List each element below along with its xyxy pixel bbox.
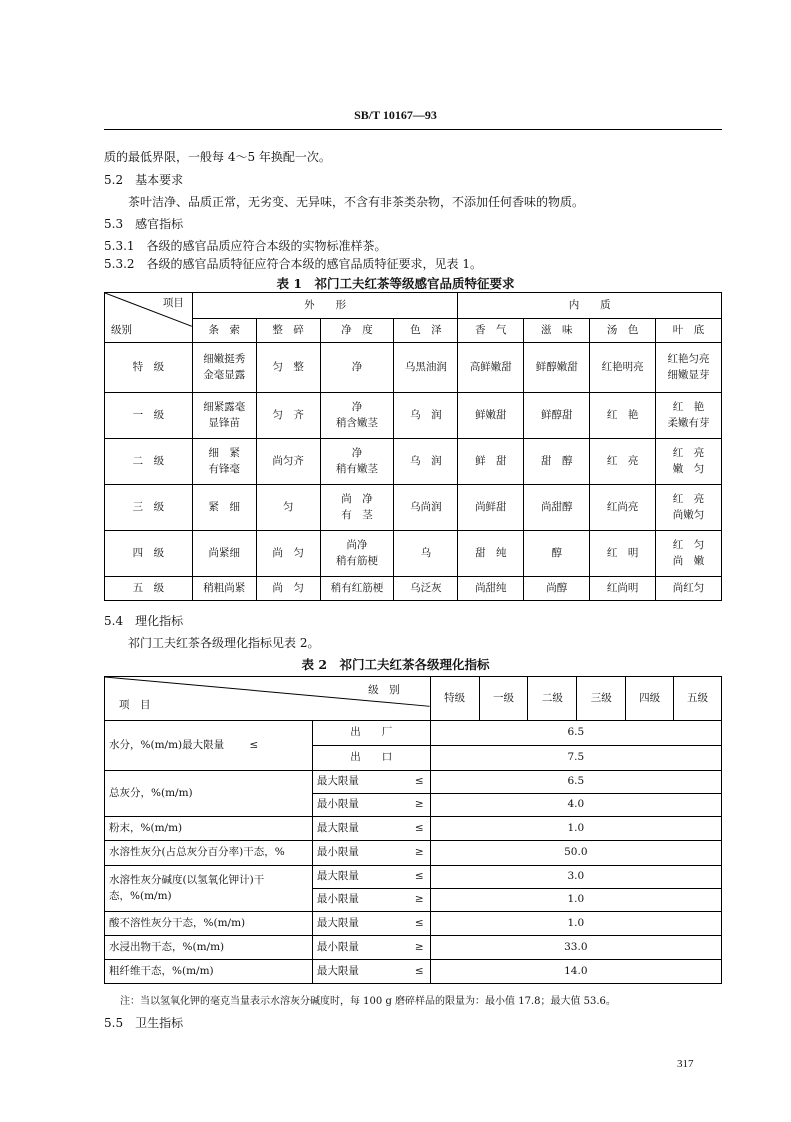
ash-min-label: 最小限量 [316, 798, 359, 811]
moisture-factory: 出 厂 [312, 721, 430, 746]
table1-cell: 乌 润 [394, 393, 458, 439]
table1-grade: 一 级 [105, 393, 193, 439]
row-fiber-label: 粗纤维干态，%(m/m) [105, 960, 313, 984]
table1-cell: 红尚明 [590, 577, 656, 601]
section-5-5-title: 5.5 卫生指标 [104, 1016, 184, 1030]
table2-corner [105, 677, 431, 721]
table1-cell: 尚 净 有 茎 [320, 485, 394, 531]
table1-corner [105, 293, 193, 343]
table2-corner-grade: 级 别 [368, 684, 400, 696]
table1-cell: 净 稍含嫩茎 [320, 393, 394, 439]
table1-cell: 匀 [256, 485, 320, 531]
table2-grade: 特级 [430, 677, 479, 721]
table1-cell: 尚鲜甜 [458, 485, 524, 531]
table2-grade: 一级 [479, 677, 528, 721]
table1-cell: 红 亮 尚嫩匀 [656, 485, 722, 531]
table1-group-outer: 外 形 [192, 293, 458, 319]
table1-col-header: 色 泽 [394, 319, 458, 343]
table1-cell: 红 明 [590, 531, 656, 577]
section-5-3-1: 5.3.1 各级的感官品质应符合本级的实物标准样茶。 [104, 239, 387, 253]
section-5-4-title: 5.4 理化指标 [104, 614, 184, 628]
page-number: 317 [677, 1058, 694, 1070]
section-5-3-title: 5.3 感官指标 [104, 217, 184, 231]
table1-cell: 高鲜嫩甜 [458, 343, 524, 393]
row-acid-ash-label: 酸不溶性灰分干态，%(m/m) [105, 912, 313, 936]
table1-cell: 醇 [524, 531, 590, 577]
section-5-2-text: 茶叶洁净、品质正常，无劣变、无异味，不含有非茶类杂物，不添加任何香味的物质。 [128, 195, 585, 209]
table1-row [105, 393, 722, 439]
table1-cell: 稍有红筋梗 [320, 577, 394, 601]
fiber-value: 14.0 [430, 960, 721, 984]
table1-cell: 净 [320, 343, 394, 393]
table1-cell: 紧 细 [192, 485, 256, 531]
section-5-2-title: 5.2 基本要求 [104, 173, 184, 187]
table1-grade: 四 级 [105, 531, 193, 577]
table1-cell: 尚甜纯 [458, 577, 524, 601]
table1-cell: 红 亮 嫩 匀 [656, 439, 722, 485]
table1-cell: 尚紧细 [192, 531, 256, 577]
table1-col-header: 汤 色 [590, 319, 656, 343]
table1-grade: 特 级 [105, 343, 193, 393]
table2-grade: 五级 [674, 677, 722, 721]
table1-cell: 乌泛灰 [394, 577, 458, 601]
row-extract-label: 水浸出物干态，%(m/m) [105, 936, 313, 960]
table1-cell: 红 艳 柔嫩有芽 [656, 393, 722, 439]
table1-cell: 细 紧 有锋毫 [192, 439, 256, 485]
table1-cell: 鲜 甜 [458, 439, 524, 485]
table1-cell: 尚甜醇 [524, 485, 590, 531]
table1-cell: 鲜醇甜 [524, 393, 590, 439]
table1-cell: 稍粗尚紧 [192, 577, 256, 601]
table1-col-header: 条 索 [192, 319, 256, 343]
table1-grade: 二 级 [105, 439, 193, 485]
table1-cell: 匀 齐 [256, 393, 320, 439]
table1-cell: 红尚亮 [590, 485, 656, 531]
table1-cell: 乌 [394, 531, 458, 577]
table1-cell: 红艳明亮 [590, 343, 656, 393]
table1-group-inner: 内 质 [458, 293, 722, 319]
table2-grade: 二级 [528, 677, 577, 721]
table2-physchem: 级 别 项 目 特级 一级 二级 三级 四级 五级 水分，%(m/m)最大限量 ≤ 出 厂 6.5 出 口 7.5 总灰分，%(m/m) 最大限量 ≤ 6.5 最小限量 ≥ 4.0 粉末，%(m/m) 最大限量 ≤ 1.0 水溶性灰分(占总灰分百分率)干态，% 最小限量 ≥ 50.0 水溶性灰分碱度(以氢氧化钾计)干 态，%(m/m) 最大限量 ≤ 3.0 最小限量 ≥ 1.0 酸不溶性灰分干态，%(m/m) 最大限量 ≤ 1.0 水浸出物干态，%(m/m) 最小限量 ≥ 33.0 粗纤维干态，%(m/m) 最大限量 ≤ 14.0 [104, 676, 722, 984]
table1-row [105, 485, 722, 531]
table1-row [105, 531, 722, 577]
soluble-ash-value: 50.0 [430, 841, 721, 866]
table1-col-header: 整 碎 [256, 319, 320, 343]
table1-col-header: 滋 味 [524, 319, 590, 343]
table2-caption: 表 2 祁门工夫红茶各级理化指标 [301, 657, 490, 672]
table1-cell: 尚匀齐 [256, 439, 320, 485]
table1-row [105, 343, 722, 393]
table1-row [105, 439, 722, 485]
table1-cell: 红 亮 [590, 439, 656, 485]
table1-cell: 甜 纯 [458, 531, 524, 577]
moisture-factory-value: 6.5 [430, 721, 721, 746]
table1-grade: 五 级 [105, 577, 193, 601]
table1-cell: 匀 整 [256, 343, 320, 393]
alkalinity-max-value: 3.0 [430, 866, 721, 889]
extract-value: 33.0 [430, 936, 721, 960]
table1-cell: 甜 醇 [524, 439, 590, 485]
row-ash-label: 总灰分，%(m/m) [105, 771, 313, 817]
table1-cell: 尚 匀 [256, 577, 320, 601]
table1-cell: 乌 润 [394, 439, 458, 485]
table2-grade: 三级 [577, 677, 626, 721]
row-soluble-ash-label: 水溶性灰分(占总灰分百分率)干态，% [105, 841, 313, 866]
text-line-1: 质的最低界限，一般每 4～5 年换配一次。 [104, 150, 331, 164]
table1-cell: 红 艳 [590, 393, 656, 439]
moisture-export: 出 口 [312, 746, 430, 771]
table1-cell: 尚红匀 [656, 577, 722, 601]
row-alkalinity-label: 水溶性灰分碱度(以氢氧化钾计)干 态，%(m/m) [105, 866, 313, 912]
table1-cell: 红艳匀亮 细嫩显芽 [656, 343, 722, 393]
table1-grade: 三 级 [105, 485, 193, 531]
table1-cell: 乌尚润 [394, 485, 458, 531]
standard-header: SB/T 10167—93 [354, 108, 437, 122]
table1-caption: 表 1 祁门工夫红茶等级感官品质特征要求 [276, 276, 515, 291]
moisture-export-value: 7.5 [430, 746, 721, 771]
table1-col-header: 叶 底 [656, 319, 722, 343]
ash-max-value: 6.5 [430, 771, 721, 794]
table2-note: 注：当以氢氧化钾的毫克当量表示水溶灰分碱度时，每 100 g 磨碎样品的限量为：最小值 17.8；最大值 53.6。 [120, 996, 616, 1007]
table2-corner-item: 项 目 [119, 699, 151, 712]
table1-cell: 尚 匀 [256, 531, 320, 577]
row-powder-label: 粉末，%(m/m) [105, 817, 313, 841]
table1-col-header: 净 度 [320, 319, 394, 343]
powder-value: 1.0 [430, 817, 721, 841]
table1-cell: 细嫩挺秀 金毫显露 [192, 343, 256, 393]
ash-min-value: 4.0 [430, 794, 721, 817]
table1-cell: 鲜嫩甜 [458, 393, 524, 439]
table1-sensory [104, 292, 722, 601]
table1-corner-grade: 级别 [111, 324, 132, 337]
table1-col-header: 香 气 [458, 319, 524, 343]
acid-ash-value: 1.0 [430, 912, 721, 936]
row-moisture-label: 水分，%(m/m)最大限量 ≤ [105, 721, 313, 771]
table1-cell: 红 匀 尚 嫩 [656, 531, 722, 577]
table1-corner-item: 项目 [162, 297, 184, 309]
table1-cell: 细紧露毫 显锋苗 [192, 393, 256, 439]
table2-grade: 四级 [626, 677, 674, 721]
header-rule [104, 129, 722, 130]
section-5-3-2: 5.3.2 各级的感官品质特征应符合本级的感官品质特征要求，见表 1。 [104, 257, 482, 271]
table1-cell: 尚醇 [524, 577, 590, 601]
table1-cell: 净 稍有嫩茎 [320, 439, 394, 485]
table1-cell: 鲜醇嫩甜 [524, 343, 590, 393]
ash-max-label: 最大限量 [316, 775, 359, 788]
table1-cell: 尚净 稍有筋梗 [320, 531, 394, 577]
alkalinity-min-value: 1.0 [430, 889, 721, 912]
table1-row [105, 577, 722, 601]
section-5-4-text: 祁门工夫红茶各级理化指标见表 2。 [128, 636, 320, 650]
table1-cell: 乌黑油润 [394, 343, 458, 393]
